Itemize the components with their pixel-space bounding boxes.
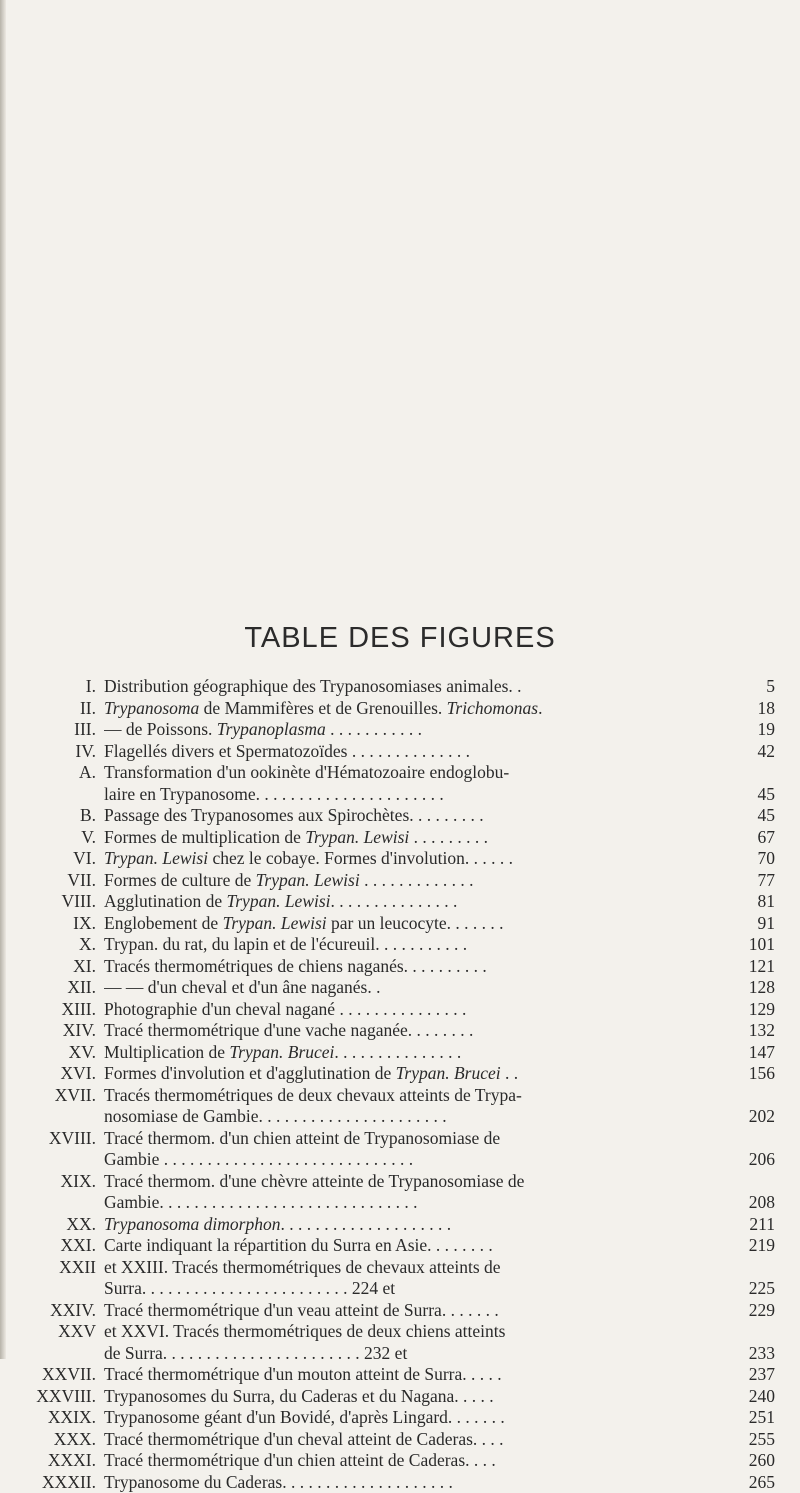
page-number: 240 bbox=[735, 1386, 775, 1408]
figure-caption bbox=[104, 891, 708, 913]
toc-row bbox=[30, 1321, 775, 1343]
toc-row bbox=[30, 1278, 775, 1300]
figure-caption bbox=[104, 956, 708, 978]
caption-segment: Trypan. Lewisi bbox=[256, 870, 360, 890]
figure-caption bbox=[104, 805, 708, 827]
caption-segment: nosomiase de Gambie. . . . . . . . . . . . . . . . . . . . . . bbox=[104, 1106, 447, 1126]
figure-caption bbox=[104, 1171, 708, 1193]
figure-number: XXXI. bbox=[30, 1450, 96, 1472]
page-number: 121 bbox=[735, 956, 775, 978]
toc-row bbox=[30, 934, 775, 956]
figure-number: XIII. bbox=[30, 999, 96, 1021]
caption-segment: Agglutination de bbox=[104, 891, 226, 911]
page-number: 67 bbox=[735, 827, 775, 849]
page-number: 251 bbox=[735, 1407, 775, 1429]
page-number: 5 bbox=[735, 676, 775, 698]
toc-row bbox=[30, 1171, 775, 1193]
table-of-figures bbox=[30, 676, 775, 1493]
figure-number: I. bbox=[30, 676, 96, 698]
caption-segment: Photographie d'un cheval nagané . . . . . . . . . . . . . . . bbox=[104, 999, 466, 1019]
caption-segment: Trypan. Lewisi bbox=[223, 913, 327, 933]
figure-number: XVI. bbox=[30, 1063, 96, 1085]
toc-row bbox=[30, 676, 775, 698]
figure-caption bbox=[104, 1042, 708, 1064]
figure-number: XVII. bbox=[30, 1085, 96, 1107]
caption-segment: Trichomonas bbox=[447, 698, 538, 718]
page-number: 156 bbox=[735, 1063, 775, 1085]
page-number: 19 bbox=[735, 719, 775, 741]
figure-number: XIV. bbox=[30, 1020, 96, 1042]
page-number: 147 bbox=[735, 1042, 775, 1064]
page-number: 42 bbox=[735, 741, 775, 763]
toc-row bbox=[30, 1106, 775, 1128]
caption-segment: . . . . . . . . . . . . . . . . . . . . bbox=[280, 1214, 451, 1234]
figure-caption bbox=[104, 913, 708, 935]
caption-segment: Transformation d'un ookinète d'Hématozoaire endoglobu- bbox=[104, 762, 509, 782]
toc-row bbox=[30, 891, 775, 913]
caption-segment: . . . . . . . . . . . . . bbox=[360, 870, 474, 890]
caption-segment: Trypan. Lewisi bbox=[104, 848, 208, 868]
page-number: 45 bbox=[735, 784, 775, 806]
toc-row bbox=[30, 698, 775, 720]
figure-number: A. bbox=[30, 762, 96, 784]
page-number: 237 bbox=[735, 1364, 775, 1386]
caption-segment: Tracé thermométrique d'une vache naganée. . . . . . . . bbox=[104, 1020, 473, 1040]
toc-row bbox=[30, 1020, 775, 1042]
caption-segment: Trypanosoma dimorphon bbox=[104, 1214, 280, 1234]
figure-number: XXII bbox=[30, 1257, 96, 1279]
toc-row bbox=[30, 848, 775, 870]
figure-number: B. bbox=[30, 805, 96, 827]
toc-row bbox=[30, 1472, 775, 1493]
figure-number: VII. bbox=[30, 870, 96, 892]
figure-caption bbox=[104, 1128, 708, 1150]
page-edge-shadow bbox=[0, 0, 6, 1359]
figure-caption bbox=[104, 1364, 708, 1386]
caption-segment: Gambie. . . . . . . . . . . . . . . . . . . . . . . . . . . . . . bbox=[104, 1192, 418, 1212]
figure-caption bbox=[104, 934, 708, 956]
toc-row bbox=[30, 741, 775, 763]
page-number: 211 bbox=[735, 1214, 775, 1236]
figure-caption bbox=[104, 1020, 708, 1042]
caption-segment: Tracé thermom. d'une chèvre atteinte de Trypanosomiase de bbox=[104, 1171, 524, 1191]
figure-caption bbox=[104, 1192, 708, 1214]
toc-row bbox=[30, 719, 775, 741]
page-number: 70 bbox=[735, 848, 775, 870]
caption-segment: Trypanoplasma bbox=[217, 719, 326, 739]
toc-row bbox=[30, 1257, 775, 1279]
figure-caption bbox=[104, 1063, 708, 1085]
caption-segment: Tracé thermométrique d'un cheval atteint de Caderas. . . . bbox=[104, 1429, 504, 1449]
toc-row bbox=[30, 999, 775, 1021]
toc-row bbox=[30, 977, 775, 999]
figure-number: IX. bbox=[30, 913, 96, 935]
figure-number: V. bbox=[30, 827, 96, 849]
caption-segment: chez le cobaye. Formes d'involution. . . . . . bbox=[208, 848, 513, 868]
figure-caption bbox=[104, 1472, 708, 1493]
caption-segment: Tracé thermométrique d'un mouton atteint de Surra. . . . . bbox=[104, 1364, 502, 1384]
figure-caption bbox=[104, 741, 708, 763]
toc-row bbox=[30, 784, 775, 806]
figure-caption bbox=[104, 1257, 708, 1279]
page-number: 77 bbox=[735, 870, 775, 892]
toc-row bbox=[30, 1407, 775, 1429]
figure-number: XIX. bbox=[30, 1171, 96, 1193]
caption-segment: et XXVI. Tracés thermométriques de deux chiens atteints bbox=[104, 1321, 505, 1341]
page-number: 129 bbox=[735, 999, 775, 1021]
figure-caption bbox=[104, 1429, 708, 1451]
figure-number: XXVIII. bbox=[30, 1386, 96, 1408]
caption-segment: . . . . . . . . . . . . . . . bbox=[331, 891, 458, 911]
toc-row bbox=[30, 1214, 775, 1236]
caption-segment: Trypan. du rat, du lapin et de l'écureuil. . . . . . . . . . . bbox=[104, 934, 467, 954]
caption-segment: Gambie . . . . . . . . . . . . . . . . . . . . . . . . . . . . . bbox=[104, 1149, 413, 1169]
caption-segment: . . bbox=[501, 1063, 519, 1083]
caption-segment: laire en Trypanosome. . . . . . . . . . . . . . . . . . . . . . bbox=[104, 784, 444, 804]
caption-segment: Flagellés divers et Spermatozoïdes . . . . . . . . . . . . . . bbox=[104, 741, 470, 761]
caption-segment: Trypan. Lewisi bbox=[226, 891, 330, 911]
toc-row bbox=[30, 805, 775, 827]
caption-segment: Trypan. Brucei bbox=[396, 1063, 501, 1083]
figure-caption bbox=[104, 1149, 708, 1171]
caption-segment: Distribution géographique des Trypanosomiases animales. . bbox=[104, 676, 522, 696]
figure-caption bbox=[104, 1407, 708, 1429]
figure-number: IV. bbox=[30, 741, 96, 763]
page-number: 255 bbox=[735, 1429, 775, 1451]
figure-number: XXXII. bbox=[30, 1472, 96, 1493]
figure-caption bbox=[104, 827, 708, 849]
caption-segment: — — d'un cheval et d'un âne naganés. . bbox=[104, 977, 381, 997]
figure-caption bbox=[104, 784, 708, 806]
figure-number: XXX. bbox=[30, 1429, 96, 1451]
page-number: 206 bbox=[735, 1149, 775, 1171]
toc-row bbox=[30, 1063, 775, 1085]
figure-caption bbox=[104, 1085, 708, 1107]
figure-number: VIII. bbox=[30, 891, 96, 913]
caption-segment: Tracé thermométrique d'un veau atteint de Surra. . . . . . . bbox=[104, 1300, 499, 1320]
page-number: 81 bbox=[735, 891, 775, 913]
page-title: TABLE DES FIGURES bbox=[0, 622, 800, 655]
caption-segment: Trypanosome géant d'un Bovidé, d'après Lingard. . . . . . . bbox=[104, 1407, 505, 1427]
toc-row bbox=[30, 1235, 775, 1257]
caption-segment: . . . . . . . . . . . bbox=[326, 719, 422, 739]
figure-number: XXI. bbox=[30, 1235, 96, 1257]
figure-caption bbox=[104, 1450, 708, 1472]
caption-segment: Tracés thermométriques de deux chevaux atteints de Trypa- bbox=[104, 1085, 522, 1105]
toc-row bbox=[30, 1386, 775, 1408]
caption-segment: Multiplication de bbox=[104, 1042, 229, 1062]
toc-row bbox=[30, 1343, 775, 1365]
caption-segment: de Surra. . . . . . . . . . . . . . . . . . . . . . . 232 et bbox=[104, 1343, 407, 1363]
toc-row bbox=[30, 762, 775, 784]
caption-segment: Passage des Trypanosomes aux Spirochètes. . . . . . . . . bbox=[104, 805, 484, 825]
figure-number: XXIV. bbox=[30, 1300, 96, 1322]
figure-caption bbox=[104, 1214, 708, 1236]
toc-row bbox=[30, 956, 775, 978]
caption-segment: . . . . . . . . . . . . . . . bbox=[334, 1042, 461, 1062]
caption-segment: Trypanosome du Caderas. . . . . . . . . . . . . . . . . . . . bbox=[104, 1472, 453, 1492]
figure-number: XXVII. bbox=[30, 1364, 96, 1386]
toc-row bbox=[30, 1149, 775, 1171]
caption-segment: — de Poissons. bbox=[104, 719, 217, 739]
toc-row bbox=[30, 1450, 775, 1472]
page-number: 202 bbox=[735, 1106, 775, 1128]
toc-row bbox=[30, 1429, 775, 1451]
figure-caption bbox=[104, 762, 708, 784]
caption-segment: Carte indiquant la répartition du Surra en Asie. . . . . . . . bbox=[104, 1235, 493, 1255]
figure-caption bbox=[104, 977, 708, 999]
caption-segment: Tracé thermométrique d'un chien atteint de Caderas. . . . bbox=[104, 1450, 496, 1470]
caption-segment: Trypan. Lewisi bbox=[305, 827, 409, 847]
page-number: 91 bbox=[735, 913, 775, 935]
toc-row bbox=[30, 870, 775, 892]
toc-row bbox=[30, 1300, 775, 1322]
figure-caption bbox=[104, 1386, 708, 1408]
figure-number: VI. bbox=[30, 848, 96, 870]
caption-segment: Trypan. Brucei bbox=[229, 1042, 334, 1062]
page-number: 225 bbox=[735, 1278, 775, 1300]
figure-number: XXV bbox=[30, 1321, 96, 1343]
figure-caption bbox=[104, 1235, 708, 1257]
figure-number: XI. bbox=[30, 956, 96, 978]
figure-number: XXIX. bbox=[30, 1407, 96, 1429]
caption-segment: Surra. . . . . . . . . . . . . . . . . . . . . . . . 224 et bbox=[104, 1278, 395, 1298]
figure-caption bbox=[104, 1106, 708, 1128]
page-number: 229 bbox=[735, 1300, 775, 1322]
caption-segment: Englobement de bbox=[104, 913, 223, 933]
figure-caption bbox=[104, 870, 708, 892]
page-number: 18 bbox=[735, 698, 775, 720]
caption-segment: de Mammifères et de Grenouilles. bbox=[199, 698, 446, 718]
caption-segment: . . . . . . . . . bbox=[409, 827, 488, 847]
figure-number: XVIII. bbox=[30, 1128, 96, 1150]
figure-caption bbox=[104, 676, 708, 698]
caption-segment: Trypanosoma bbox=[104, 698, 199, 718]
figure-caption bbox=[104, 999, 708, 1021]
toc-row bbox=[30, 913, 775, 935]
figure-caption bbox=[104, 848, 708, 870]
page-number: 128 bbox=[735, 977, 775, 999]
caption-segment: Trypanosomes du Surra, du Caderas et du Nagana. . . . . bbox=[104, 1386, 494, 1406]
caption-segment: Formes de culture de bbox=[104, 870, 256, 890]
figure-caption bbox=[104, 719, 708, 741]
caption-segment: Formes d'involution et d'agglutination de bbox=[104, 1063, 396, 1083]
page-number: 260 bbox=[735, 1450, 775, 1472]
page-number: 132 bbox=[735, 1020, 775, 1042]
toc-row bbox=[30, 1364, 775, 1386]
toc-row bbox=[30, 1192, 775, 1214]
page-number: 233 bbox=[735, 1343, 775, 1365]
figure-number: X. bbox=[30, 934, 96, 956]
figure-caption bbox=[104, 698, 708, 720]
figure-number: II. bbox=[30, 698, 96, 720]
figure-number: XII. bbox=[30, 977, 96, 999]
caption-segment: par un leucocyte. . . . . . . bbox=[327, 913, 504, 933]
figure-caption bbox=[104, 1343, 708, 1365]
figure-number: XX. bbox=[30, 1214, 96, 1236]
page-number: 101 bbox=[735, 934, 775, 956]
caption-segment: et XXIII. Tracés thermométriques de chevaux atteints de bbox=[104, 1257, 501, 1277]
toc-row bbox=[30, 1042, 775, 1064]
figure-caption bbox=[104, 1300, 708, 1322]
caption-segment: . bbox=[538, 698, 542, 718]
page-number: 265 bbox=[735, 1472, 775, 1493]
page-number: 208 bbox=[735, 1192, 775, 1214]
toc-row bbox=[30, 1085, 775, 1107]
figure-number: XV. bbox=[30, 1042, 96, 1064]
figure-caption bbox=[104, 1278, 708, 1300]
caption-segment: Formes de multiplication de bbox=[104, 827, 305, 847]
toc-row bbox=[30, 1128, 775, 1150]
page-number: 219 bbox=[735, 1235, 775, 1257]
toc-row bbox=[30, 827, 775, 849]
caption-segment: Tracés thermométriques de chiens naganés. . . . . . . . . . bbox=[104, 956, 487, 976]
caption-segment: Tracé thermom. d'un chien atteint de Trypanosomiase de bbox=[104, 1128, 500, 1148]
figure-caption bbox=[104, 1321, 708, 1343]
page-number: 45 bbox=[735, 805, 775, 827]
figure-number: III. bbox=[30, 719, 96, 741]
